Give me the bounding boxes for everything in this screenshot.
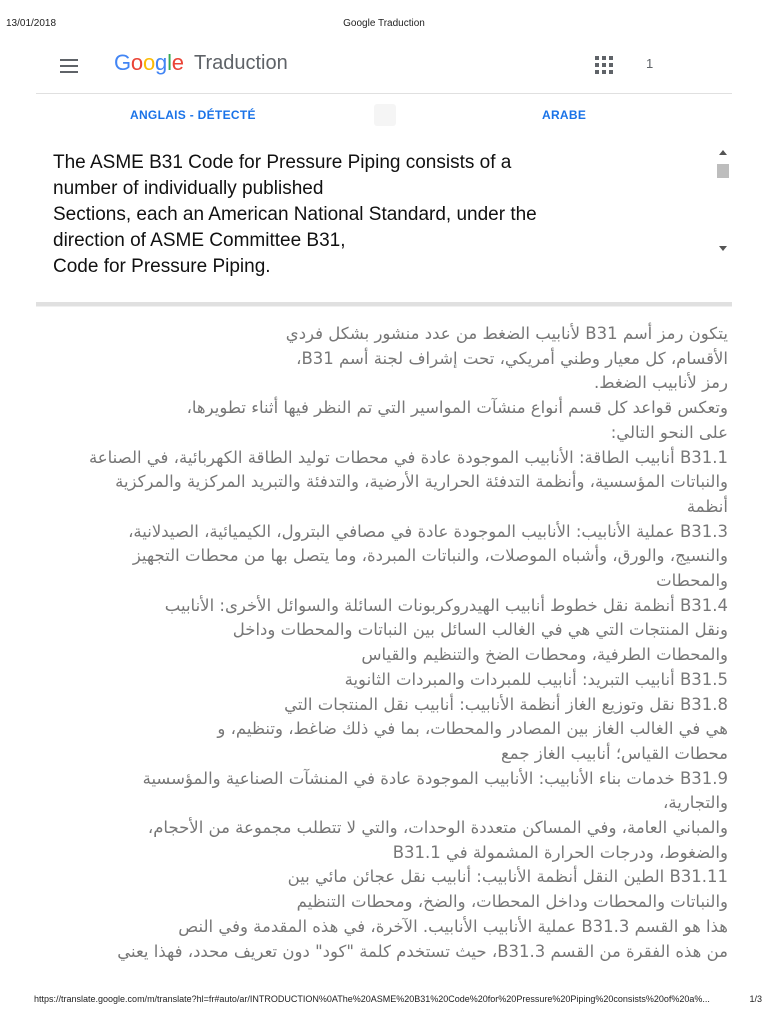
translation-output <box>40 322 728 990</box>
print-date: 13/01/2018 <box>6 18 57 29</box>
language-bar <box>36 93 732 138</box>
logo-letter: g <box>155 50 168 75</box>
translation-line: الأقسام، كل معيار وطني أمريكي، تحت إشراف لجنة أسم B31، <box>296 348 728 368</box>
translation-line: على النحو التالي: <box>610 422 728 442</box>
translation-line: B31.9 خدمات بناء الأنابيب: الأنابيب الموجودة عادة في المنشآت الصناعية والمؤسسية <box>142 768 728 788</box>
scroll-down-arrow-icon[interactable] <box>719 246 727 251</box>
translation-line: B31.5 أنابيب التبريد: أنابيب للمبردات والمبردات الثانوية <box>344 669 728 689</box>
translation-line: B31.1 أنابيب الطاقة: الأنابيب الموجودة عادة في محطات توليد الطاقة الكهربائية، في الصناعة <box>88 447 728 467</box>
logo-letter: G <box>114 50 131 75</box>
translation-line: والمباني العامة، وفي المساكن متعددة الوحدات، والتي لا تتطلب مجموعة من الأحجام، <box>147 818 728 838</box>
logo-letter: o <box>142 50 156 75</box>
source-language-button[interactable]: ANGLAIS - DÉTECTÉ <box>130 108 256 122</box>
source-text[interactable]: The ASME B31 Code for Pressure Piping consists of a number of individually published Sections, each an American National Standard, under the direction of ASME Committee B31, Code for Pressure Piping. <box>53 152 537 277</box>
translation-line: أنظمة <box>686 496 728 516</box>
print-title: Google Traduction <box>343 18 425 29</box>
translation-line: والنباتات والمحطات وداخل المحطات، والضخ، ومحطات التنظيم <box>296 892 728 912</box>
translation-line: رمز لأنابيب الضغط. <box>594 373 728 393</box>
source-text-area[interactable] <box>36 138 732 277</box>
translation-line: يتكون رمز أسم B31 لأنابيب الضغط من عدد منشور بشكل فردي <box>285 324 728 343</box>
logo-letter: l <box>167 50 172 75</box>
product-name: Traduction <box>194 52 288 74</box>
source-scrollbar[interactable] <box>717 150 729 256</box>
translation-line: والنسيج، والورق، وأشباه الموصلات، والنباتات المبردة، وما يتصل بها من محطات التجهيز <box>132 546 728 566</box>
logo-letter: e <box>171 50 184 75</box>
print-header <box>0 0 768 40</box>
translation-line: B31.11 الطين النقل أنظمة الأنابيب: أنابيب نقل عجائن مائي بين <box>287 867 728 887</box>
scroll-thumb[interactable] <box>717 164 729 178</box>
translation-line: محطات القياس؛ أنابيب الغاز جمع <box>501 743 728 763</box>
translation-line: هي في الغالب الغاز بين المصادر والمحطات، بما في ذلك ضاغط، وتنظيم، و <box>217 719 728 739</box>
menu-icon[interactable] <box>60 54 84 78</box>
apps-grid-icon[interactable] <box>595 56 613 74</box>
logo-letter: o <box>130 50 143 75</box>
translation-line: ونقل المنتجات التي هي في الغالب السائل بين النباتات والمحطات وداخل <box>232 620 728 640</box>
account-button[interactable]: 1 <box>646 56 654 71</box>
target-language-button[interactable]: ARABE <box>542 108 587 122</box>
translation-line: B31.4 أنظمة نقل خطوط أنابيب الهيدروكربونات السائلة والسوائل الأخرى: الأنابيب <box>164 595 728 615</box>
translation-line: من هذه الفقرة من القسم B31.3، حيث تستخدم كلمة "كود" دون تعريف محدد، فهذا يعني <box>117 941 728 961</box>
google-logo[interactable] <box>114 50 184 76</box>
translation-line: هذا هو القسم B31.3 عملية الأنابيب الأنابيب. الآخرة، في هذه المقدمة وفي النص <box>178 916 728 936</box>
translation-line: والمحطات <box>656 571 728 591</box>
swap-languages-button[interactable] <box>374 104 396 126</box>
scroll-up-arrow-icon[interactable] <box>719 150 727 155</box>
print-url: https://translate.google.com/m/translate?hl=fr#auto/ar/INTRODUCTION%0AThe%20ASME%20B31%20Code%20for%20Pressure%20Piping%20consists%20of%20a%... <box>34 994 710 1004</box>
translation-line: والمحطات الطرفية، ومحطات الضخ والتنظيم والقياس <box>361 645 728 665</box>
translation-line: وتعكس قواعد كل قسم أنواع منشآت المواسير التي تم النظر فيها أثناء تطويرها، <box>186 398 728 418</box>
translation-line: B31.3 عملية الأنابيب: الأنابيب الموجودة عادة في مصافي البترول، الكيميائية، الصيدلانية، <box>128 521 728 541</box>
translation-line: B31.8 نقل وتوزيع الغاز أنظمة الأنابيب: أنابيب نقل المنتجات التي <box>284 694 728 714</box>
print-page-number: 1/3 <box>749 994 762 1004</box>
translation-line: والنباتات المؤسسية، وأنظمة التدفئة الحرارية الأرضية، والتدفئة والتبريد المركزية والمركزية <box>115 472 728 492</box>
print-footer <box>0 990 768 1024</box>
translation-line: والتجارية، <box>663 793 728 813</box>
panel-divider-shadow <box>36 306 732 307</box>
translation-line: والضغوط، ودرجات الحرارة المشمولة في B31.1 <box>392 842 728 862</box>
app-bar <box>36 40 732 92</box>
